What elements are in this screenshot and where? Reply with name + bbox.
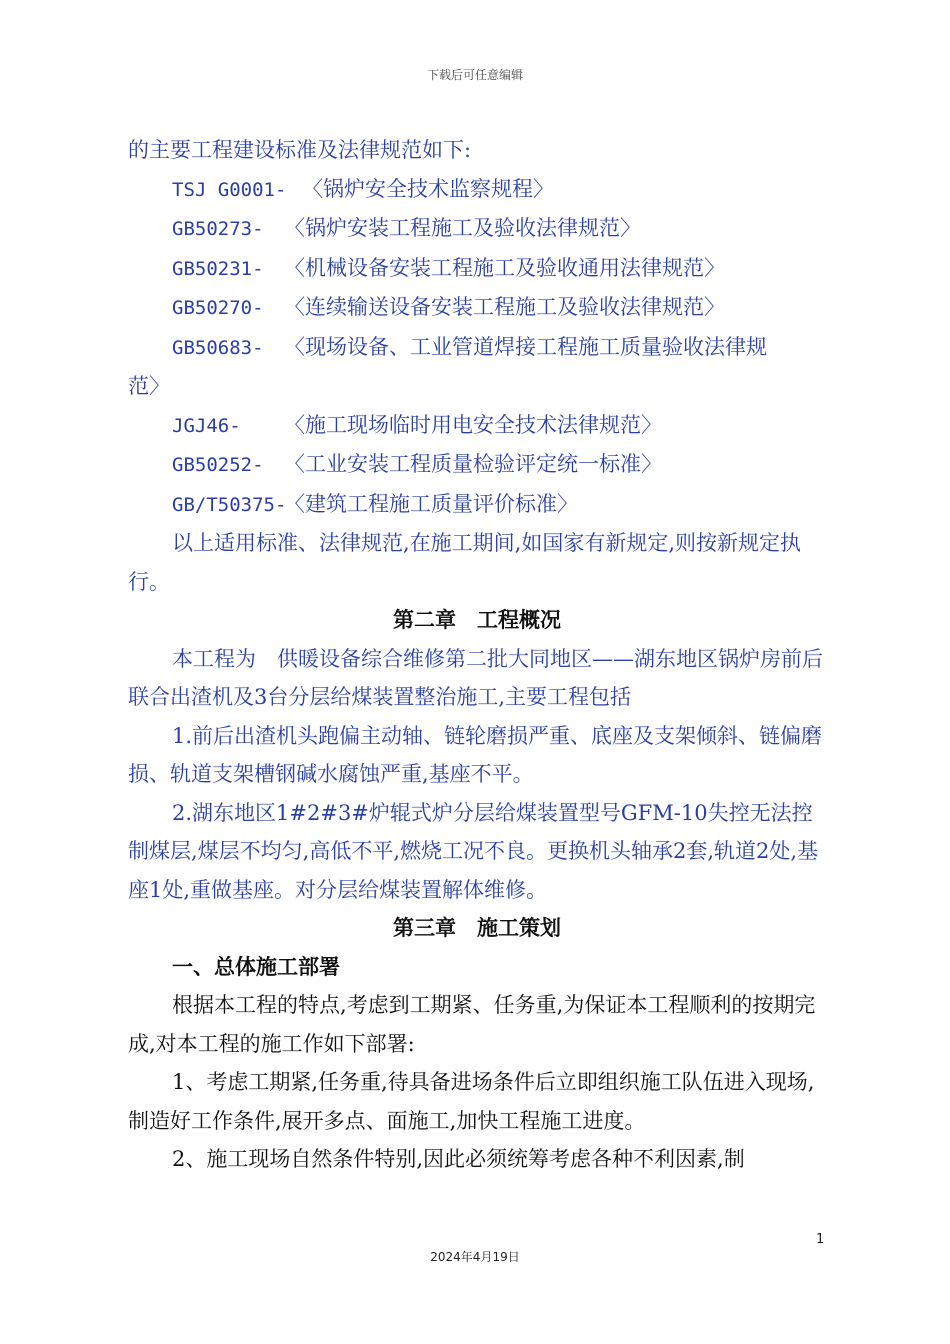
standard-code: GB50270- xyxy=(172,297,264,319)
document-body xyxy=(128,131,826,1179)
standard-code: GB50273- xyxy=(172,218,264,240)
standard-title: 〈锅炉安全技术监察规程〉 xyxy=(302,176,554,201)
standard-item xyxy=(128,170,826,210)
standard-code: GB50231- xyxy=(172,257,264,280)
paragraph: 本工程为 供暖设备综合维修第二批大同地区——湖东地区锅炉房前后联合出渣机及3台分层给煤装置整治施工,主要工程包括 xyxy=(128,646,823,709)
chapter-title: 第二章 工程概况 xyxy=(393,607,561,632)
standard-item xyxy=(128,328,826,368)
standard-title: 〈工业安装工程质量检验评定统一标准〉 xyxy=(284,452,662,476)
standard-title: 〈施工现场临时用电安全技术法律规范〉 xyxy=(284,412,662,437)
paragraph: 根据本工程的特点,考虑到工期紧、任务重,为保证本工程顺利的按期完成,对本工程的施工作如下部署: xyxy=(128,993,816,1056)
standard-code: GB50683- xyxy=(172,336,264,359)
standard-code: JGJ46- xyxy=(172,414,241,437)
standard-title: 〈建筑工程施工质量评价标准〉 xyxy=(284,491,578,516)
paragraph: 1.前后出渣机头跑偏主动轴、链轮磨损严重、底座及支架倾斜、链偏磨损、轨道支架槽钢碱水腐蚀严重,基座不平。 xyxy=(128,723,823,786)
page-header: 下载后可任意编辑 xyxy=(426,68,523,82)
standard-item xyxy=(128,406,826,446)
standard-item xyxy=(128,445,826,485)
section-heading: 一、总体施工部署 xyxy=(172,953,340,979)
standard-code: GB/T50375- xyxy=(172,493,287,516)
page-number: 1 xyxy=(816,1232,825,1247)
standard-item xyxy=(128,209,826,249)
paragraph: 2、施工现场自然条件特别,因此必须统筹考虑各种不利因素,制 xyxy=(172,1147,745,1171)
chapter-title: 第三章 施工策划 xyxy=(393,915,561,940)
footer-date: 2024年4月19日 xyxy=(430,1250,520,1264)
intro-line: 的主要工程建设标准及法律规范如下: xyxy=(128,138,472,162)
standard-title: 〈锅炉安装工程施工及验收法律规范〉 xyxy=(284,216,641,240)
standards-note: 以上适用标准、法律规范,在施工期间,如国家有新规定,则按新规定执行。 xyxy=(128,531,802,594)
standard-title: 〈机械设备安装工程施工及验收通用法律规范〉 xyxy=(284,255,725,280)
standard-item xyxy=(128,249,826,289)
paragraph: 1、考虑工期紧,任务重,待具备进场条件后立即组织施工队伍进入现场,制造好工作条件,展开多点、面施工,加快工程施工进度。 xyxy=(128,1070,815,1133)
standard-title: 〈现场设备、工业管道焊接工程施工质量验收法律规 xyxy=(284,334,767,359)
standard-item xyxy=(128,485,826,525)
standard-item xyxy=(128,288,826,328)
standard-code: TSJ G0001- xyxy=(172,178,287,201)
standard-title-continuation: 范〉 xyxy=(128,374,170,398)
standard-code: GB50252- xyxy=(172,454,264,476)
standard-title: 〈连续输送设备安装工程施工及验收法律规范〉 xyxy=(284,295,725,319)
paragraph: 2.湖东地区1#2#3#炉辊式炉分层给煤装置型号GFM-10失控无法控制煤层,煤层不均匀,高低不平,燃烧工况不良。更换机头轴承2套,轨道2处,基座1处,重做基座。对分层给煤装置解体维修。 xyxy=(128,800,819,902)
